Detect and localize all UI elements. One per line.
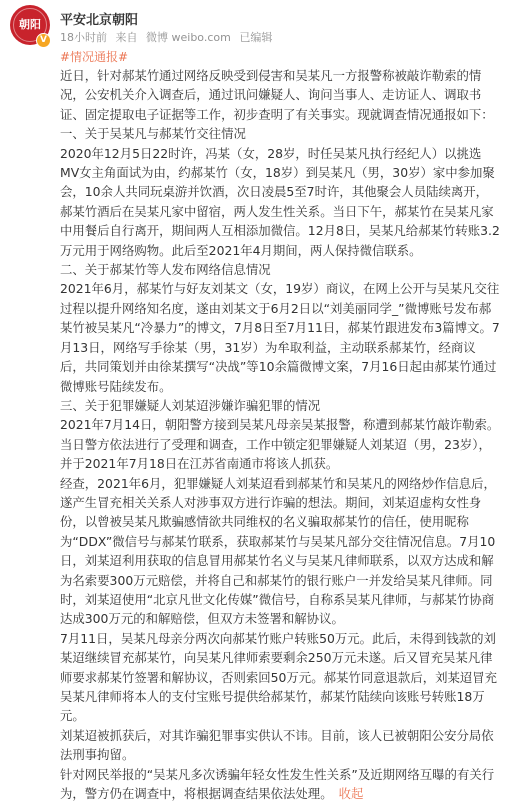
paragraph: 7月11日，吴某凡母亲分两次向郝某竹账户转账50万元。此后，未得到钱款的刘某迢继续冒充郝某竹，向吴某凡律师索要剩余250万元未遂。后又冒充吴某凡律师要求郝某竹签署和解协议，否则索回50万元。郝某竹同意退款后，刘某迢冒充吴某凡律师将本人的支付宝账号提供给郝某竹，郝某竹陆续向该账号转账18万元。: [60, 630, 498, 724]
post-source[interactable]: 微博 weibo.com: [146, 31, 231, 44]
paragraph-text: 针对网民举报的“吴某凡多次诱骗年轻女性发生性关系”及近期网络互曝的有关行为，警方仍在调查中，将根据调查结果依法处理。: [60, 766, 495, 802]
edited-label[interactable]: 已编辑: [239, 31, 273, 44]
post-body: [60, 66, 500, 803]
section-heading: 一、关于吴某凡与郝某竹交往情况: [60, 126, 246, 142]
section-heading: 三、关于犯罪嫌疑人刘某迢涉嫌诈骗犯罪的情况: [60, 397, 321, 413]
avatar-text: 朝阳: [19, 18, 41, 31]
paragraph: 2021年7月14日，朝阳警方接到吴某凡母亲吴某报警，称遭到郝某竹敲诈勒索。当日警方依法进行了受理和调查，工作中锁定犯罪嫌疑人刘某迢（男，23岁），并于2021年7月18日在江苏省南通市将该人抓获。: [60, 417, 500, 472]
author-name[interactable]: 平安北京朝阳: [60, 13, 139, 28]
post-meta: [60, 29, 277, 45]
verified-v-icon: V: [36, 33, 51, 48]
paragraph: 2021年6月，郝某竹与好友刘某文（女，19岁）商议，在网上公开与吴某凡交往过程以提升网络知名度，遂由刘某文于6月2日以“刘美丽同学_”微博账号发布郝某竹被吴某凡“冷暴力”的博文，7月8日至7月11日，郝某竹跟进发布3篇博文。7月13日，网络写手徐某（男，31岁）为牟取利益，主动联系郝某竹，经商议后，共同策划并由徐某撰写“决战”等10余篇微博文案，7月16日起由郝某竹通过微博账号陆续发布。: [60, 281, 500, 394]
post-time[interactable]: 18小时前: [60, 31, 107, 44]
paragraph: 刘某迢被抓获后，对其诈骗犯罪事实供认不讳。目前，该人已被朝阳公安分局依法刑事拘留。: [60, 727, 494, 763]
source-prefix: 来自: [115, 31, 138, 44]
post-header: [0, 0, 506, 52]
paragraph: [60, 765, 500, 803]
collapse-link[interactable]: 收起: [338, 786, 364, 802]
paragraph: 经查，2021年6月，犯罪嫌疑人刘某迢看到郝某竹和吴某凡的网络炒作信息后，遂产生冒充相关关系人对涉事双方进行诈骗的想法。期间，刘某迢虚构女性身份，以曾被吴某凡欺骗感情欲共同维权的名义骗取郝某竹的信任，使用昵称为“DDX”微信号与郝某竹联系，获取郝某竹与吴某凡部分交往情况信息。7月10日，刘某迢利用获取的信息冒用郝某竹名义与吴某凡律师联系，以双方达成和解为名索要300万元赔偿，并将自己和郝某竹的银行账户一并发给吴某凡律师。同时，刘某迢使用“北京凡世文化传媒”微信号，自称系吴某凡律师，与郝某竹协商达成300万元的和解赔偿，但双方未签署和解协议。: [60, 475, 496, 627]
topic-hashtag-link[interactable]: #情况通报#: [60, 50, 129, 64]
paragraph: 2020年12月5日22时许，冯某（女，28岁，时任吴某凡执行经纪人）以挑选MV女主角面试为由，约郝某竹（女，18岁）到吴某凡（男，30岁）家中参加聚会，10余人共同玩桌游并饮酒，次日凌晨5至7时许，其他聚会人员陆续离开，郝某竹酒后在吴某凡家中留宿，两人发生性关系。当日下午，郝某竹在吴某凡家中用餐后自行离开，期间两人互相添加微信。12月8日，吴某凡给郝某竹转账3.2万元用于网络购物。此后至2021年4月期间，两人保持微信联系。: [60, 145, 500, 258]
topic-row: [60, 46, 128, 62]
section-heading: 二、关于郝某竹等人发布网络信息情况: [60, 262, 271, 278]
paragraph: 近日，针对郝某竹通过网络反映受到侵害和吴某凡一方报警称被敲诈勒索的情况，公安机关介入调查后，通过讯问嫌疑人、询问当事人、走访证人、调取书证、固定提取电子证据等工作，初步查明了有关事实。现就调查情况通报如下：: [60, 68, 494, 122]
